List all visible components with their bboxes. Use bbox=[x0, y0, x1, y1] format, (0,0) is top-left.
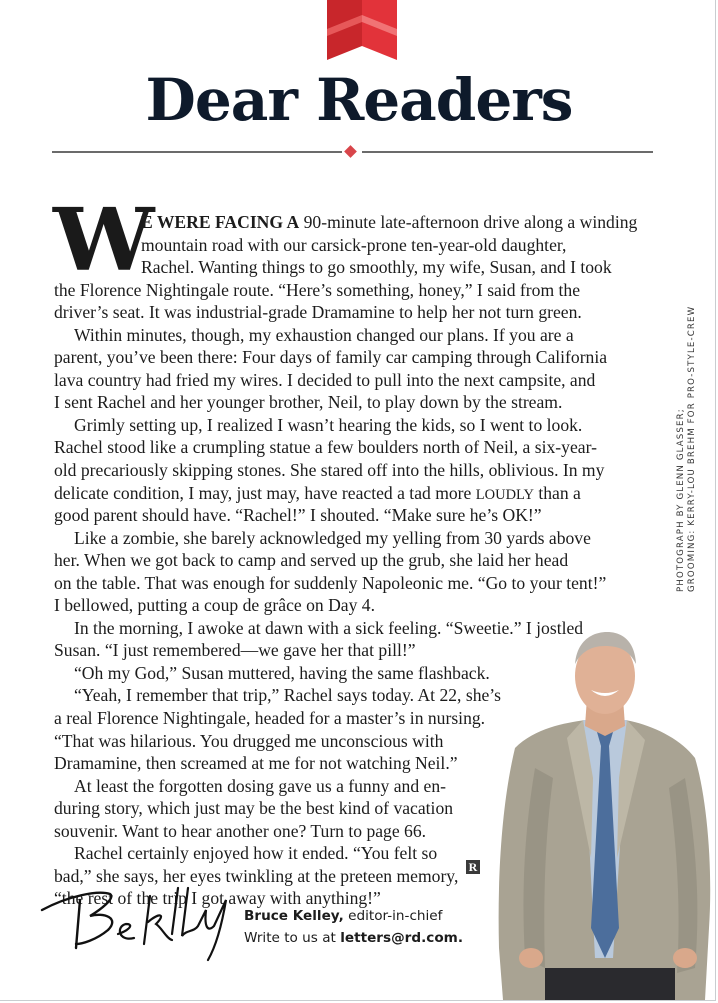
article-line: Rachel stood like a crumpling statue a few boulders north of Neil, a six-year- bbox=[54, 437, 597, 458]
page-edge-bottom bbox=[0, 1000, 716, 1001]
line-text: delicate condition, I may, just may, have reacted a tad more bbox=[54, 482, 476, 503]
article-line bbox=[54, 482, 664, 505]
article-line: Grimly setting up, I realized I wasn’t hearing the kids, so I went to look. bbox=[74, 414, 583, 435]
article-line: driver’s seat. It was industrial-grade Dramamine to help her not turn green. bbox=[54, 302, 582, 323]
article-line: good parent should have. “Rachel!” I shouted. “Make sure he’s OK!” bbox=[54, 505, 542, 526]
article-line: souvenir. Want to hear another one? Turn to page 66. bbox=[54, 820, 427, 841]
article-line: “Yeah, I remember that trip,” Rachel says today. At 22, she’s bbox=[74, 685, 502, 706]
signoff-name-line bbox=[244, 905, 463, 927]
article-line: “the rest of the trip I got away with anything!” bbox=[54, 888, 381, 909]
article-line: a real Florence Nightingale, headed for a master’s in nursing. bbox=[54, 708, 486, 729]
article-line: bad,” she says, her eyes twinkling at the preteen memory, bbox=[54, 865, 459, 886]
divider-right bbox=[362, 151, 653, 153]
divider-left bbox=[52, 151, 342, 153]
page-title: Dear Readers bbox=[145, 66, 573, 134]
editor-role: editor-in-chief bbox=[343, 908, 443, 924]
article-line: Rachel. Wanting things to go smoothly, my wife, Susan, and I took bbox=[141, 257, 612, 278]
article-line: “Oh my God,” Susan muttered, having the same flashback. bbox=[74, 662, 490, 683]
article-line: on the table. That was enough for suddenly Napoleonic me. “Go to your tent!” bbox=[54, 572, 607, 593]
article-line: lava country had fried my wires. I decided to pull into the next campsite, and bbox=[54, 369, 596, 390]
small-caps-word: LOUDLY bbox=[475, 486, 534, 503]
article-line: In the morning, I awoke at dawn with a sick feeling. “Sweetie.” I jostled bbox=[74, 617, 584, 638]
photo-credit bbox=[676, 292, 697, 592]
page-edge-right bbox=[715, 0, 716, 1001]
credit-line-photographer: PHOTOGRAPH BY GLENN GLASSER; bbox=[676, 408, 686, 592]
article-line: Within minutes, though, my exhaustion changed our plans. If you are a bbox=[74, 324, 574, 345]
drop-cap: W bbox=[53, 190, 151, 291]
article-line: mountain road with our carsick-prone ten-year-old daughter, bbox=[141, 234, 567, 255]
credit-line-grooming: GROOMING: KERRY-LOU BREHM FOR PRO-STYLE-CREW bbox=[686, 305, 697, 592]
lead-in: E WERE FACING A bbox=[141, 212, 300, 232]
article-line: old precariously skipping stones. She stared off into the hills, oblivious. In my bbox=[54, 460, 605, 481]
divider-diamond-icon bbox=[344, 145, 357, 158]
editor-portrait-image bbox=[495, 628, 715, 1000]
signoff-contact-line bbox=[244, 927, 463, 949]
article-line bbox=[54, 211, 664, 234]
contact-email-link[interactable]: letters@rd.com. bbox=[340, 930, 463, 946]
article-line: parent, you’ve been there: Four days of family car camping through California bbox=[54, 347, 608, 368]
article-line: Dramamine, then screamed at me for not watching Neil.” bbox=[54, 753, 458, 774]
article-line: I sent Rachel and her younger brother, Neil, to play down by the stream. bbox=[54, 392, 563, 413]
editor-signature bbox=[38, 882, 236, 964]
article-line: Rachel certainly enjoyed how it ended. “You felt so bbox=[74, 843, 438, 864]
article-line: her. When we got back to camp and served up the grub, she laid her head bbox=[54, 550, 569, 571]
signoff-block bbox=[244, 905, 463, 949]
line-text: than a bbox=[533, 482, 581, 503]
contact-prefix: Write to us at bbox=[244, 930, 341, 946]
bookmark-ribbon-icon bbox=[327, 0, 397, 62]
article-line: Susan. “I just remembered—we gave her that pill!” bbox=[54, 640, 416, 661]
end-mark-icon: R bbox=[466, 860, 480, 874]
editor-name: Bruce Kelley, bbox=[244, 908, 344, 924]
article-line: At least the forgotten dosing gave us a funny and en- bbox=[74, 775, 446, 796]
article-line: “That was hilarious. You drugged me unconscious with bbox=[54, 730, 444, 751]
article-line: during story, which just may be the best kind of vacation bbox=[54, 798, 454, 819]
line-text: 90-minute late-afternoon drive along a winding bbox=[299, 212, 638, 232]
article-line: Like a zombie, she barely acknowledged my yelling from 30 yards above bbox=[74, 527, 591, 548]
article-line: the Florence Nightingale route. “Here’s something, honey,” I said from the bbox=[54, 279, 581, 300]
article-line: I bellowed, putting a coup de grâce on Day 4. bbox=[54, 595, 375, 616]
